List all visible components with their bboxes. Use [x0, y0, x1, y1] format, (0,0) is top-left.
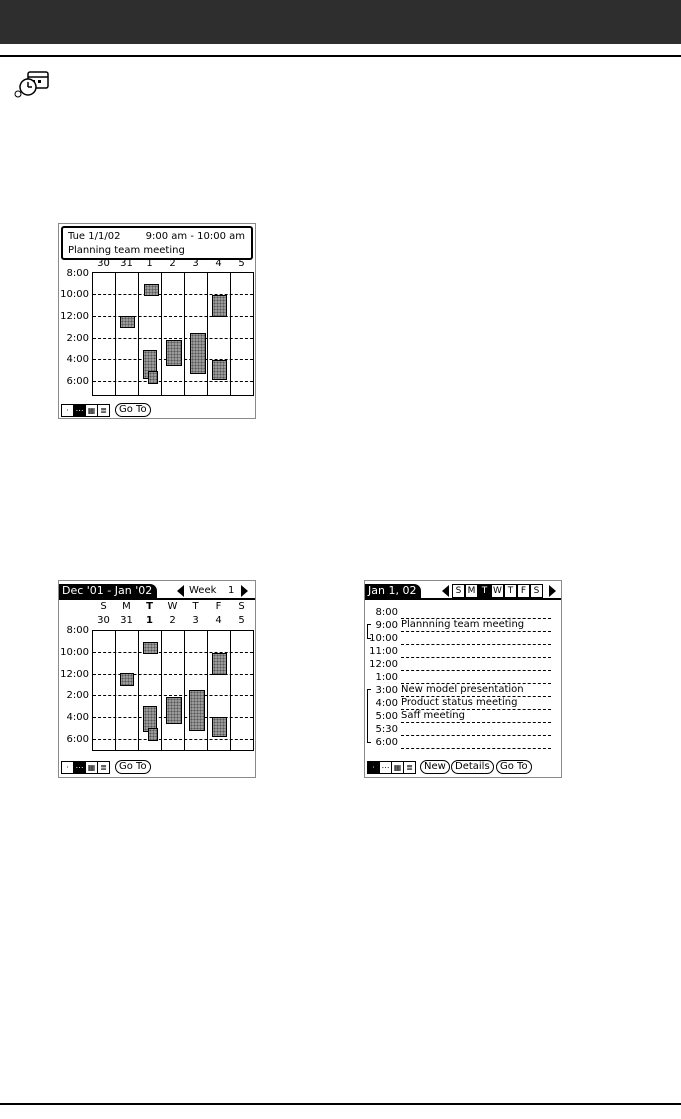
event-block[interactable]: [166, 340, 182, 366]
time-label: 6:00: [66, 376, 89, 387]
weekday-button[interactable]: W: [491, 584, 504, 598]
week-label: Week: [189, 585, 217, 596]
day-number: 3: [192, 258, 199, 269]
slot-description[interactable]: [401, 632, 551, 645]
day-letter: S: [100, 601, 107, 612]
day-title: Jan 1, 02: [365, 584, 421, 598]
day-number[interactable]: 30: [97, 615, 110, 626]
month-view-button[interactable]: ▦: [86, 762, 98, 773]
day-number: 5: [238, 258, 245, 269]
week-view-button[interactable]: ⋯: [74, 405, 86, 416]
goto-button[interactable]: Go To: [496, 760, 532, 774]
event-info-popup[interactable]: [61, 226, 253, 260]
details-button[interactable]: Details: [451, 760, 494, 774]
goto-button[interactable]: Go To: [115, 760, 151, 774]
week-grid[interactable]: [92, 630, 254, 751]
week-view-button[interactable]: ⋯: [74, 762, 86, 773]
slot-time: 12:00: [369, 659, 398, 670]
month-view-button[interactable]: ▦: [392, 762, 404, 773]
event-block[interactable]: [212, 717, 227, 737]
slot-time: 10:00: [369, 633, 398, 644]
weekday-button[interactable]: S: [452, 584, 465, 598]
day-view-button[interactable]: ·: [368, 762, 380, 773]
day-view-screen: [364, 580, 562, 778]
time-label: 8:00: [66, 268, 89, 279]
slot-description[interactable]: Saff meeting: [401, 710, 551, 723]
day-letter: S: [238, 601, 245, 612]
week-view-screen: [58, 580, 256, 778]
time-label: 8:00: [66, 625, 89, 636]
view-switcher: [367, 761, 416, 774]
day-number[interactable]: 31: [120, 615, 133, 626]
day-number[interactable]: 3: [192, 615, 199, 626]
footer-rule: [0, 1103, 681, 1105]
time-label: 10:00: [60, 647, 89, 658]
event-block[interactable]: [212, 653, 227, 675]
date-book-icon: [14, 70, 50, 98]
month-view-button[interactable]: ▦: [86, 405, 98, 416]
day-number[interactable]: 5: [238, 615, 245, 626]
time-label: 6:00: [66, 734, 89, 745]
time-label: 2:00: [66, 690, 89, 701]
event-block[interactable]: [148, 728, 158, 741]
slot-description[interactable]: New model presentation: [401, 684, 551, 697]
next-week-arrow[interactable]: [549, 585, 556, 597]
time-label: 4:00: [66, 354, 89, 365]
day-number: 30: [97, 258, 110, 269]
day-number[interactable]: 4: [215, 615, 222, 626]
time-label: 12:00: [60, 669, 89, 680]
weekday-button-selected[interactable]: T: [478, 584, 491, 598]
slot-time: 5:00: [375, 711, 398, 722]
week-grid[interactable]: [92, 272, 254, 396]
event-block[interactable]: [189, 690, 205, 731]
event-block[interactable]: [212, 295, 227, 317]
day-number: 31: [120, 258, 133, 269]
slot-time: 6:00: [375, 737, 398, 748]
time-label: 2:00: [66, 333, 89, 344]
event-block[interactable]: [120, 673, 134, 686]
week-number: 1: [228, 585, 235, 596]
slot-time: 3:00: [375, 685, 398, 696]
week-view-button[interactable]: ⋯: [380, 762, 392, 773]
day-number: 1: [146, 258, 153, 269]
next-week-arrow[interactable]: [241, 585, 248, 597]
prev-week-arrow[interactable]: [177, 585, 184, 597]
weekday-button[interactable]: F: [517, 584, 530, 598]
event-block[interactable]: [144, 284, 159, 296]
list-view-button[interactable]: ≣: [406, 763, 413, 772]
view-switcher: [61, 404, 110, 417]
event-block[interactable]: [120, 316, 135, 328]
prev-week-arrow[interactable]: [442, 585, 449, 597]
day-letter-today: T: [146, 601, 153, 612]
slot-description[interactable]: [401, 723, 551, 736]
day-letter: T: [192, 601, 199, 612]
slot-time: 8:00: [375, 607, 398, 618]
day-number-today[interactable]: 1: [146, 615, 153, 626]
weekday-button[interactable]: M: [465, 584, 478, 598]
slot-time: 9:00: [375, 620, 398, 631]
slot-description[interactable]: Plannning team meeting: [401, 619, 551, 632]
slot-description[interactable]: [401, 736, 551, 749]
time-label: 12:00: [60, 311, 89, 322]
slot-time: 1:00: [375, 672, 398, 683]
weekday-button[interactable]: S: [530, 584, 543, 598]
time-label: 10:00: [60, 289, 89, 300]
slot-description[interactable]: [401, 671, 551, 684]
popup-date: Tue 1/1/02: [68, 231, 121, 242]
day-letter: W: [167, 601, 178, 612]
day-letter: F: [215, 601, 222, 612]
slot-time: 5:30: [375, 724, 398, 735]
event-block[interactable]: [190, 333, 206, 374]
slot-description[interactable]: Product status meeting: [401, 697, 551, 710]
time-label: 4:00: [66, 712, 89, 723]
slot-description[interactable]: [401, 645, 551, 658]
event-block[interactable]: [143, 642, 158, 654]
slot-description[interactable]: [401, 658, 551, 671]
day-view-button[interactable]: ·: [62, 405, 74, 416]
popup-title: Planning team meeting: [68, 245, 185, 256]
title-rule: [59, 598, 255, 600]
slot-time: 4:00: [375, 698, 398, 709]
popup-time: 9:00 am - 10:00 am: [145, 231, 245, 242]
weekday-button[interactable]: T: [504, 584, 517, 598]
day-number[interactable]: 2: [169, 615, 176, 626]
day-view-button[interactable]: ·: [62, 762, 74, 773]
goto-button[interactable]: Go To: [115, 403, 151, 417]
day-number: 2: [169, 258, 176, 269]
day-letter: M: [122, 601, 131, 612]
header-rule: [0, 55, 681, 57]
event-block[interactable]: [212, 360, 227, 380]
event-block[interactable]: [148, 371, 158, 384]
new-button[interactable]: New: [420, 760, 450, 774]
view-switcher: [61, 761, 110, 774]
title-rule: [365, 598, 561, 600]
day-number: 4: [215, 258, 222, 269]
slot-description[interactable]: [401, 606, 551, 619]
slot-time: 11:00: [369, 646, 398, 657]
list-view-button[interactable]: ≣: [100, 406, 107, 415]
list-view-button[interactable]: ≣: [100, 763, 107, 772]
event-block[interactable]: [166, 697, 182, 724]
page-header-bar: [0, 0, 681, 44]
week-view-popup-screen: [58, 223, 256, 419]
week-range-title: Dec '01 - Jan '02: [59, 584, 157, 598]
